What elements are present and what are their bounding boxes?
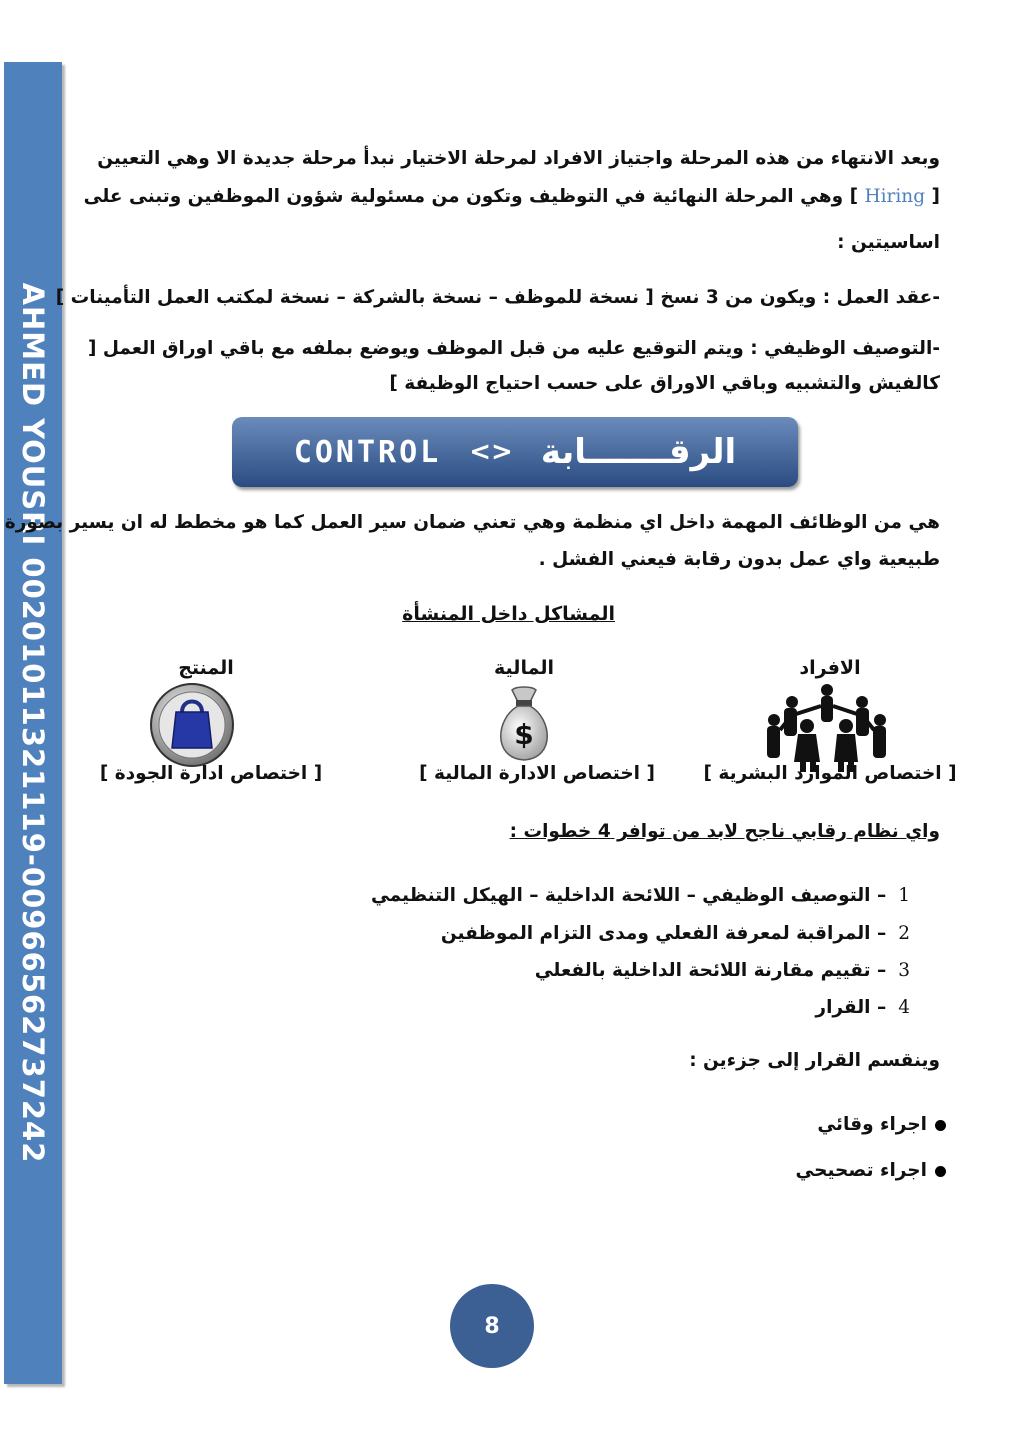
caption-product: [ اختصاص ادارة الجودة ] xyxy=(99,763,323,784)
banner-english: CONTROL xyxy=(293,434,442,470)
column-title-finance: المالية xyxy=(494,657,554,679)
definition-line-2: طبيعية واي عمل بدون رقابة فيعني الفشل . xyxy=(538,549,940,570)
paragraph-line-2-rest: ] وهي المرحلة النهائية في التوظيف وتكون من مسئولية شؤون الموظفين وتبنى على xyxy=(83,186,859,207)
step-text: – التوصيف الوظيفي – اللائحة الداخلية – الهيكل التنظيمي xyxy=(370,885,887,906)
banner-separator: <> xyxy=(469,437,513,467)
step-number: 2 xyxy=(898,923,910,944)
bullet-item xyxy=(817,1114,946,1135)
decision-line: وينقسم القرار إلى جزءين : xyxy=(689,1050,940,1071)
caption-people: [ اختصاص الموارد البشرية ] xyxy=(703,763,957,784)
paragraph-line-1: وبعد الانتهاء من هذه المرحلة واجتياز الافراد لمرحلة الاختيار نبدأ مرحلة جديدة الا وهي التعيين xyxy=(97,148,940,169)
bracket-open: [ xyxy=(931,186,940,207)
bullet-text: اجراء تصحيحي xyxy=(795,1160,927,1181)
paragraph-line-2 xyxy=(84,186,940,207)
step-text: – القرار xyxy=(815,997,887,1018)
job-description-line-1: -التوصيف الوظيفي : ويتم التوقيع عليه من قبل الموظف ويوضع بملفه مع باقي اوراق العمل [ xyxy=(88,338,940,359)
paragraph-line-3: اساسيتين : xyxy=(837,232,940,253)
sidebar-author-text: AHMED YOUSRI 00201011321119-00966562737242 xyxy=(16,282,50,1164)
job-description-line-2: كالفيش والتشبيه وباقي الاوراق على حسب احتياج الوظيفة ] xyxy=(389,373,940,394)
step-text: – المراقبة لمعرفة الفعلي ومدى التزام الموظفين xyxy=(440,923,887,944)
definition-line-1: هي من الوظائف المهمة داخل اي منظمة وهي تعني ضمان سير العمل كما هو مخطط له ان يسير بصورة xyxy=(4,512,940,533)
step-item xyxy=(441,923,910,944)
step-number: 1 xyxy=(898,885,910,906)
step-number: 4 xyxy=(898,997,910,1018)
bullet-item xyxy=(795,1160,946,1181)
caption-finance: [ اختصاص الادارة المالية ] xyxy=(419,763,655,784)
banner-arabic: الرقـــــــابة xyxy=(540,432,737,472)
step-number: 3 xyxy=(898,960,910,981)
column-title-product: المنتج xyxy=(178,657,234,679)
step-text: – تقييم مقارنة اللائحة الداخلية بالفعلي xyxy=(534,960,887,981)
svg-text:$: $ xyxy=(514,718,534,751)
money-bag-icon xyxy=(490,684,558,764)
contract-item: -عقد العمل : ويكون من 3 نسخ [ نسخة للموظف – نسخة بالشركة – نسخة لمكتب العمل التأمينات ] xyxy=(55,287,940,308)
bullet-text: اجراء وقائي xyxy=(817,1114,927,1135)
shopping-bag-icon xyxy=(149,682,235,768)
step-item xyxy=(371,885,910,906)
hiring-term: Hiring xyxy=(864,186,926,207)
steps-heading: واي نظام رقابي ناجح لابد من توافر 4 خطوات : xyxy=(509,821,940,842)
bullet-dot xyxy=(935,1166,946,1177)
page-number: 8 xyxy=(450,1284,534,1368)
control-banner xyxy=(232,417,798,487)
bullet-dot xyxy=(935,1120,946,1131)
step-item xyxy=(815,997,910,1018)
column-title-people: الافراد xyxy=(799,657,861,679)
problems-heading: المشاكل داخل المنشأة xyxy=(402,603,615,625)
step-item xyxy=(535,960,910,981)
people-circle-icon xyxy=(762,680,892,772)
